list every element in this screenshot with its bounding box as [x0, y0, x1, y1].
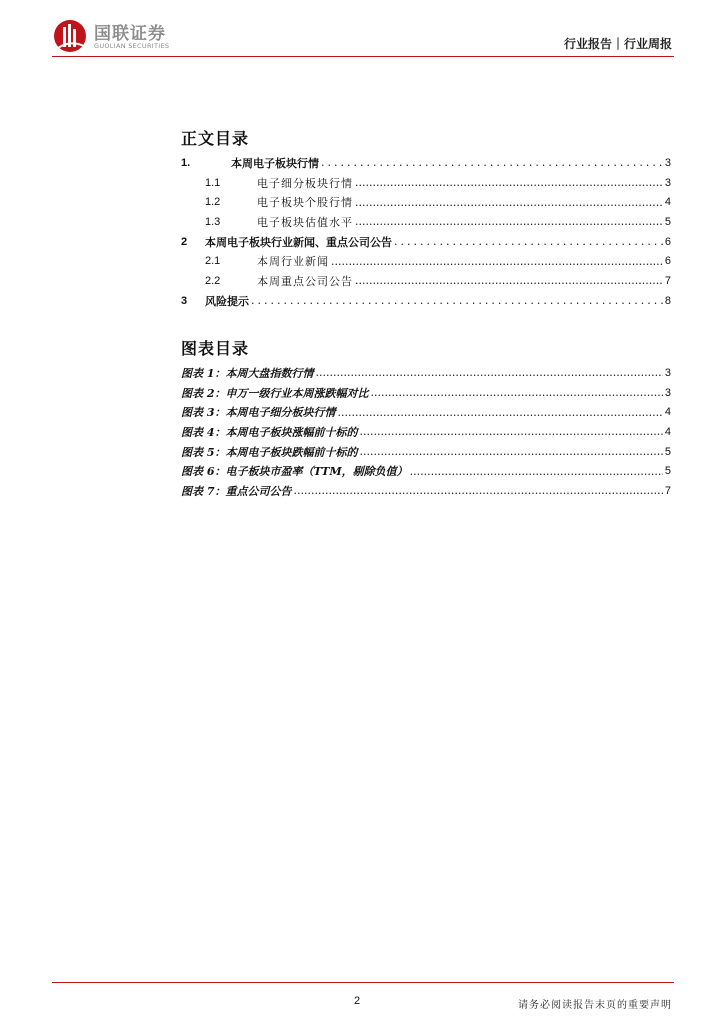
figure-item[interactable] [181, 442, 671, 462]
toc-item-page: 7 [664, 274, 671, 287]
toc-item-page: 3 [664, 176, 671, 189]
toc-item-text: 电子板块个股行情 [257, 196, 353, 210]
guolian-logo-icon [52, 18, 88, 54]
toc-item[interactable] [181, 232, 671, 252]
toc-item[interactable] [181, 173, 671, 193]
toc-item-text: 电子细分板块行情 [257, 176, 353, 190]
figure-item-text: 图表 7：重点公司公告 [181, 484, 292, 498]
header-divider [52, 56, 674, 57]
page-number: 2 [354, 995, 361, 1007]
figure-item-page: 4 [664, 425, 671, 438]
dot-leader [251, 294, 663, 307]
toc-item[interactable] [181, 251, 671, 271]
dot-leader [410, 465, 663, 478]
figure-item-text: 图表 3：本周电子细分板块行情 [181, 406, 336, 420]
toc-list [181, 153, 671, 311]
toc-item-number: 2.2 [205, 274, 221, 287]
toc-item[interactable] [181, 192, 671, 212]
dot-leader [394, 235, 663, 248]
dot-leader [355, 215, 663, 228]
toc-item-text: 本周电子板块行业新闻、重点公司公告 [205, 235, 392, 249]
toc-item[interactable] [181, 291, 671, 311]
toc-item-number: 2.1 [205, 255, 221, 268]
toc-item-text: 本周电子板块行情 [231, 156, 319, 170]
dot-leader [355, 274, 663, 287]
figure-item[interactable] [181, 383, 671, 403]
dot-leader [293, 484, 662, 497]
toc-item-text: 本周行业新闻 [257, 255, 329, 269]
figure-item-text: 图表 6：电子板块市盈率（TTM，剔除负值） [181, 465, 408, 479]
figure-item-text: 图表 5：本周电子板块跌幅前十标的 [181, 445, 358, 459]
toc-item-text: 电子板块估值水平 [257, 215, 353, 229]
figures-list [181, 363, 671, 501]
toc-item-number: 1.3 [205, 215, 221, 228]
toc-item-number: 1.1 [205, 176, 221, 189]
toc-item-number: 3 [181, 294, 188, 307]
figure-item-text: 图表 1：本周大盘指数行情 [181, 366, 314, 380]
figure-item[interactable] [181, 481, 671, 501]
dot-leader [355, 196, 663, 209]
figure-item[interactable] [181, 422, 671, 442]
figures-title: 图表目录 [181, 339, 250, 358]
logo-text-en: GUOLIAN SECURITIES [94, 42, 170, 50]
footer-divider [52, 982, 674, 983]
dot-leader [370, 386, 662, 399]
toc-item-page: 5 [664, 215, 671, 228]
dot-leader [331, 255, 663, 268]
toc-item-page: 6 [664, 255, 671, 268]
toc-item[interactable] [181, 212, 671, 232]
figure-item-page: 5 [664, 445, 671, 458]
toc-item-number: 1. [181, 156, 191, 169]
toc-item-page: 6 [664, 235, 671, 248]
figure-item-page: 7 [664, 484, 671, 497]
figure-item-page: 5 [664, 465, 671, 478]
toc-item-page: 4 [664, 196, 671, 209]
toc-title: 正文目录 [181, 129, 250, 148]
figure-item-page: 3 [664, 366, 671, 379]
report-type-label: 行业报告｜行业周报 [563, 37, 672, 51]
figure-item-text: 图表 2：申万一级行业本周涨跌幅对比 [181, 386, 369, 400]
figure-item-text: 图表 4：本周电子板块涨幅前十标的 [181, 425, 358, 439]
figure-item[interactable] [181, 363, 671, 383]
dot-leader [321, 156, 663, 169]
toc-item[interactable] [181, 271, 671, 291]
footer-disclaimer: 请务必阅读报告末页的重要声明 [518, 1000, 672, 1011]
dot-leader [315, 366, 662, 379]
toc-item[interactable] [181, 153, 671, 173]
toc-item-page: 3 [664, 156, 671, 169]
toc-item-text: 本周重点公司公告 [257, 274, 353, 288]
toc-item-page: 8 [664, 294, 671, 307]
dot-leader [337, 406, 662, 419]
logo-text-cn: 国联证券 [94, 24, 166, 44]
dot-leader [359, 445, 662, 458]
dot-leader [355, 176, 663, 189]
figure-item[interactable] [181, 461, 671, 481]
figure-item-page: 3 [664, 386, 671, 399]
dot-leader [359, 425, 662, 438]
page-header [0, 0, 724, 60]
toc-item-number: 1.2 [205, 196, 221, 209]
figure-item[interactable] [181, 402, 671, 422]
figure-item-page: 4 [664, 406, 671, 419]
toc-item-number: 2 [181, 235, 188, 248]
company-logo [52, 18, 192, 56]
toc-item-text: 风险提示 [205, 294, 249, 308]
